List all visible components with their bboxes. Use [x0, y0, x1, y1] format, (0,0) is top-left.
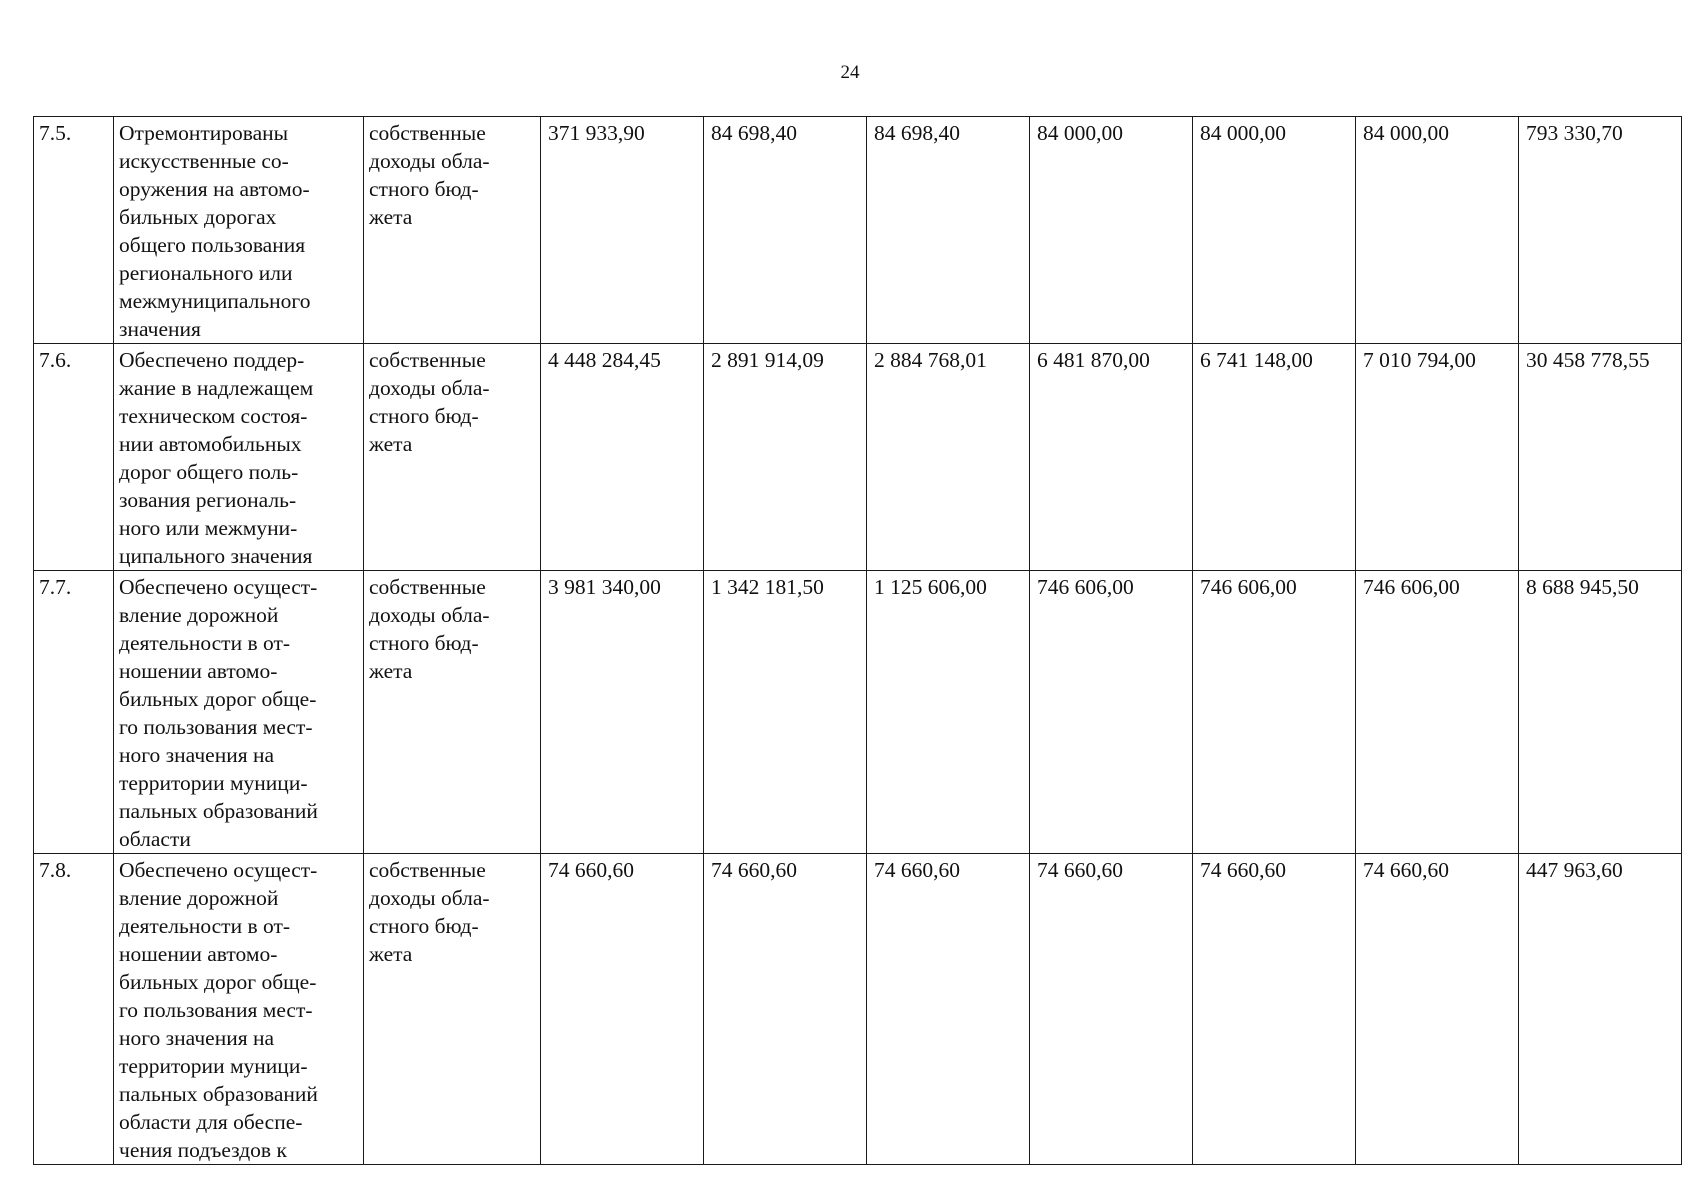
result-description: Обеспечено осущест- вление дорожной деятельности в от- ношении автомо- бильных дорог обще- го пользования мест- ного значения на территории муници- пальных образований области для обеспе- чения подъездов к — [114, 854, 364, 1165]
row-number: 7.6. — [34, 344, 114, 571]
amount-cell: 746 606,00 — [1356, 571, 1519, 854]
amount-cell: 746 606,00 — [1030, 571, 1193, 854]
amount-cell: 74 660,60 — [1356, 854, 1519, 1165]
amount-cell: 74 660,60 — [541, 854, 704, 1165]
amount-cell: 2 891 914,09 — [704, 344, 867, 571]
table-row — [34, 854, 1682, 1165]
row-number: 7.8. — [34, 854, 114, 1165]
amount-cell: 1 125 606,00 — [867, 571, 1030, 854]
total-cell: 793 330,70 — [1519, 117, 1682, 344]
table-row — [34, 571, 1682, 854]
funding-source: собственные доходы обла- стного бюд- жета — [364, 854, 541, 1165]
amount-cell: 84 698,40 — [867, 117, 1030, 344]
amount-cell: 84 000,00 — [1356, 117, 1519, 344]
amount-cell: 74 660,60 — [1193, 854, 1356, 1165]
amount-cell: 2 884 768,01 — [867, 344, 1030, 571]
amount-cell: 74 660,60 — [867, 854, 1030, 1165]
table-row — [34, 344, 1682, 571]
page-number: 24 — [840, 62, 860, 83]
amount-cell: 4 448 284,45 — [541, 344, 704, 571]
result-description: Отремонтированы искусственные со- оружения на автомо- бильных дорогах общего пользования регионального или межмуниципального значения — [114, 117, 364, 344]
amount-cell: 84 698,40 — [704, 117, 867, 344]
total-cell: 8 688 945,50 — [1519, 571, 1682, 854]
row-number: 7.5. — [34, 117, 114, 344]
result-description: Обеспечено поддер- жание в надлежащем техническом состоя- нии автомобильных дорог общего поль- зования региональ- ного или межмуни- ципального значения — [114, 344, 364, 571]
amount-cell: 746 606,00 — [1193, 571, 1356, 854]
amount-cell: 3 981 340,00 — [541, 571, 704, 854]
funding-source: собственные доходы обла- стного бюд- жета — [364, 117, 541, 344]
amount-cell: 74 660,60 — [1030, 854, 1193, 1165]
funding-source: собственные доходы обла- стного бюд- жета — [364, 571, 541, 854]
funding-source: собственные доходы обла- стного бюд- жета — [364, 344, 541, 571]
amount-cell: 7 010 794,00 — [1356, 344, 1519, 571]
row-number: 7.7. — [34, 571, 114, 854]
amount-cell: 371 933,90 — [541, 117, 704, 344]
table-row — [34, 117, 1682, 344]
amount-cell: 6 741 148,00 — [1193, 344, 1356, 571]
amount-cell: 1 342 181,50 — [704, 571, 867, 854]
amount-cell: 84 000,00 — [1193, 117, 1356, 344]
amount-cell: 84 000,00 — [1030, 117, 1193, 344]
budget-table — [33, 116, 1682, 1165]
amount-cell: 74 660,60 — [704, 854, 867, 1165]
total-cell: 30 458 778,55 — [1519, 344, 1682, 571]
amount-cell: 6 481 870,00 — [1030, 344, 1193, 571]
total-cell: 447 963,60 — [1519, 854, 1682, 1165]
result-description: Обеспечено осущест- вление дорожной деятельности в от- ношении автомо- бильных дорог обще- го пользования мест- ного значения на территории муници- пальных образований области — [114, 571, 364, 854]
